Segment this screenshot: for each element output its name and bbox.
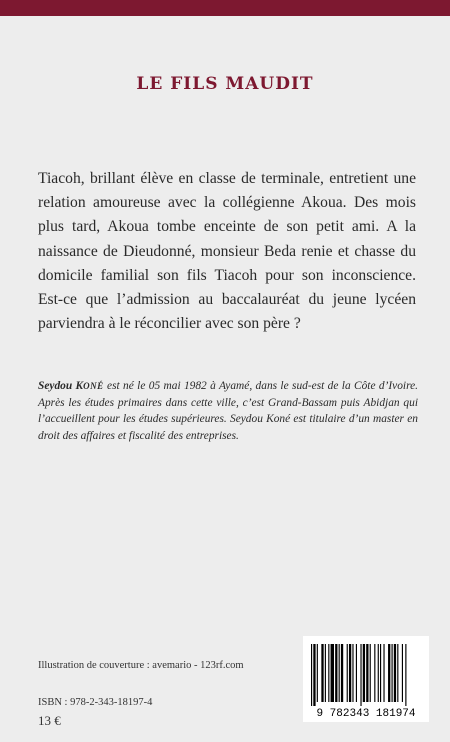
price: 13 €	[38, 713, 61, 728]
barcode-graphic	[303, 636, 429, 722]
barcode-bar	[360, 644, 361, 706]
book-title: LE FILS MAUDIT	[136, 74, 314, 94]
barcode-bar	[394, 644, 396, 702]
barcode-bar	[388, 644, 390, 702]
author-name	[38, 380, 104, 392]
barcode-bar	[311, 644, 312, 706]
barcode-bar	[317, 644, 318, 702]
barcode-bars	[311, 644, 406, 706]
barcode-bar	[392, 644, 393, 702]
barcode-bar	[321, 644, 323, 702]
author-last-initial: K	[75, 380, 84, 392]
book-summary: Tiacoh, brillant élève en classe de terminale, entretient une relation amoureuse avec la collégienne Akoua. Des mois plus tard, Akoua tombe enceinte de son petit ami. A la naissance de Dieudonné, monsieur Beda renie et chasse du domicile familial son fils Tiacoh pour son inconscience. Est-ce que l’admission au baccalauréat du jeune lycéen parviendra à le réconcilier avec son père ?	[38, 170, 416, 333]
barcode	[303, 636, 429, 722]
barcode-bar	[405, 644, 406, 706]
barcode-bar	[370, 644, 371, 702]
barcode-bar	[378, 644, 379, 702]
author-first-name: Seydou	[38, 380, 76, 392]
barcode-bar	[402, 644, 403, 702]
barcode-bar	[325, 644, 326, 702]
barcode-bar	[331, 644, 334, 702]
author-bio-text: est né le 05 mai 1982 à Ayamé, dans le sud-est de la Côte d’Ivoire. Après les études primaires dans cette ville, c’est Grand-Bassam puis Abidjan qui l’accueillent pour les études supérieures. Seydou Koné est titulaire d’un master en droit des affaires et fiscalité des entreprises.	[38, 380, 418, 442]
barcode-bar	[397, 644, 398, 702]
barcode-bar	[366, 644, 368, 702]
barcode-bar	[347, 644, 348, 702]
barcode-bar	[341, 644, 343, 702]
author-bio	[38, 378, 418, 444]
barcode-bar	[313, 644, 315, 706]
barcode-bar	[349, 644, 351, 702]
barcode-bar	[356, 644, 357, 702]
barcode-bar	[383, 644, 384, 702]
barcode-bar	[363, 644, 365, 702]
barcode-bar	[374, 644, 375, 702]
barcode-digits: 9 782343 181974	[316, 708, 416, 720]
author-last-rest: ONÉ	[83, 381, 104, 391]
cover-credits: Illustration de couverture : avemario - 123rf.com	[38, 660, 244, 671]
barcode-bar	[335, 644, 337, 702]
barcode-bar	[339, 644, 340, 702]
barcode-bar	[380, 644, 381, 702]
isbn: ISBN : 978-2-343-18197-4	[38, 697, 153, 708]
barcode-bar	[352, 644, 353, 702]
barcode-bar	[328, 644, 329, 702]
top-color-band	[0, 0, 450, 16]
